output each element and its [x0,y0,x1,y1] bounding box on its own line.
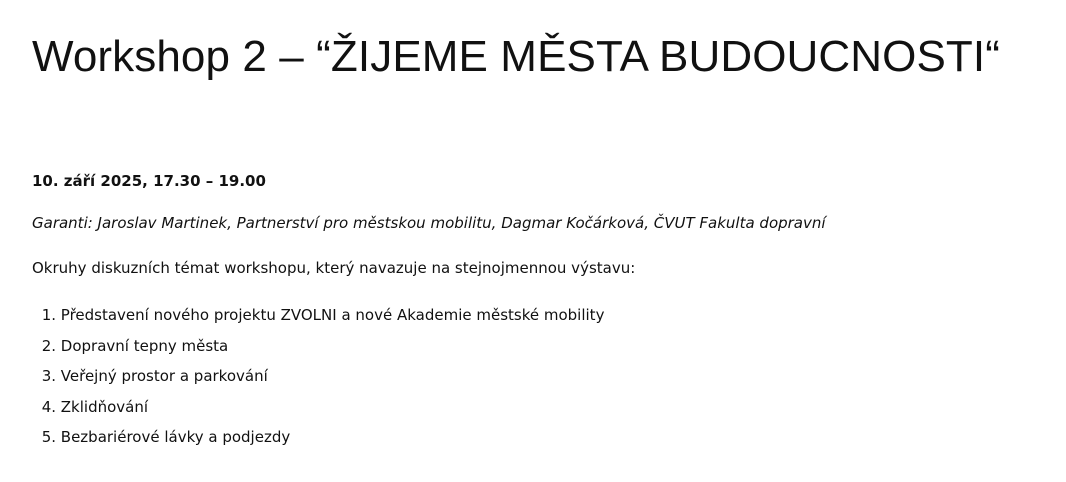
list-item [32,422,604,453]
topics-intro: Okruhy diskuzních témat workshopu, který navazuje na stejnojmennou výstavu: [32,259,636,277]
list-item-number: 2. [41,336,56,355]
list-item [32,361,604,392]
list-item [32,392,604,423]
list-item-number: 4. [41,397,56,416]
list-item-label: Veřejný prostor a parkování [60,367,268,385]
page-title: Workshop 2 – “ŽIJEME MĚSTA BUDOUCNOSTI“ [32,32,1000,81]
topics-list [32,300,604,453]
list-item-label: Zklidňování [60,397,149,416]
list-item-number: 3. [41,367,56,385]
list-item-label: Představení nového projektu ZVOLNI a nové Akademie městské mobility [60,306,605,324]
list-item [32,300,604,331]
event-date: 10. září 2025, 17.30 – 19.00 [32,172,266,190]
list-item-label: Dopravní tepny města [60,336,229,355]
list-item-number: 5. [41,428,56,446]
list-item-label: Bezbariérové lávky a podjezdy [60,428,291,446]
list-item-number: 1. [41,306,56,324]
event-guarantors: Garanti: Jaroslav Martinek, Partnerství pro městskou mobilitu, Dagmar Kočárková, ČVUT Fakulta dopravní [32,214,826,232]
list-item [32,331,604,362]
